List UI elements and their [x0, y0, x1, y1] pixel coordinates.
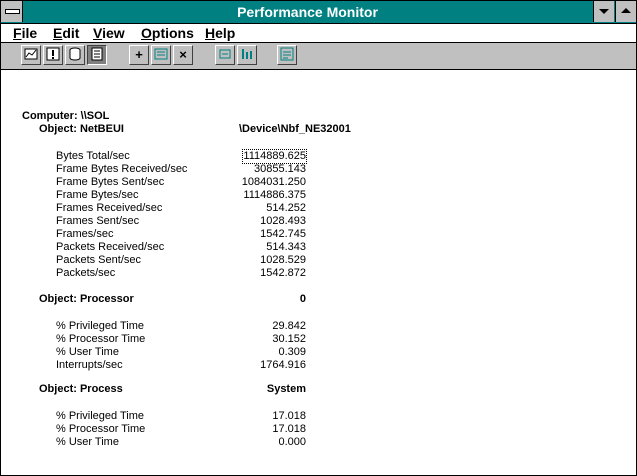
options-icon [279, 46, 295, 62]
delete-icon: × [179, 47, 187, 62]
counter-value[interactable]: 0.309 [278, 346, 306, 358]
counter-value[interactable]: 1114889.625 [243, 150, 306, 162]
delete-counter-button[interactable] [173, 45, 193, 65]
log-view-button[interactable] [65, 45, 85, 65]
counter-value[interactable]: 1542.745 [260, 228, 306, 240]
bookmark-icon [239, 46, 255, 62]
counter-name[interactable]: % Privileged Time [56, 410, 145, 422]
minimize-icon [599, 9, 609, 14]
alert-view-button[interactable] [43, 45, 63, 65]
counter-name[interactable]: Frame Bytes Received/sec [56, 163, 188, 175]
counter-name[interactable]: Bytes Total/sec [56, 150, 130, 162]
bookmark-button[interactable] [237, 45, 257, 65]
add-icon: + [135, 47, 143, 62]
system-menu-icon [5, 9, 20, 14]
counter-value[interactable]: 17.018 [272, 410, 306, 422]
counter-name[interactable]: % Processor Time [56, 333, 146, 345]
alert-view-icon [45, 46, 61, 62]
counter-value[interactable]: 514.252 [266, 202, 306, 214]
computer-label: Computer: \\SOL [22, 110, 110, 122]
menu-edit[interactable]: Edit [53, 25, 80, 41]
minimize-button[interactable] [593, 1, 614, 22]
maximize-button[interactable] [615, 1, 636, 22]
object-header: Object: Process [39, 383, 123, 395]
maximize-icon [621, 8, 631, 13]
edit-counter-button[interactable] [151, 45, 171, 65]
counter-name[interactable]: Frames Sent/sec [56, 215, 140, 227]
add-counter-button[interactable] [129, 45, 149, 65]
log-view-icon [67, 46, 83, 62]
counter-value[interactable]: 1114886.375 [243, 189, 306, 201]
counter-name[interactable]: Interrupts/sec [56, 359, 123, 371]
counter-value[interactable]: 1542.872 [260, 267, 306, 279]
counter-name[interactable]: % User Time [56, 346, 119, 358]
counter-name[interactable]: % Processor Time [56, 423, 146, 435]
counter-value[interactable]: 30.152 [272, 333, 306, 345]
chart-view-button[interactable] [21, 45, 41, 65]
window-title: Performance Monitor [237, 4, 378, 20]
counter-value[interactable]: 1028.493 [260, 215, 306, 227]
update-now-button[interactable] [215, 45, 235, 65]
title-bar[interactable] [1, 1, 636, 24]
counter-value[interactable]: 1764.916 [260, 359, 306, 371]
system-menu-button[interactable] [1, 1, 23, 22]
counter-value[interactable]: 1028.529 [260, 254, 306, 266]
counter-value[interactable]: 514.343 [266, 241, 306, 253]
chart-view-icon [23, 46, 39, 62]
counter-value[interactable]: 30855.143 [254, 163, 306, 175]
counter-name[interactable]: Frames Received/sec [56, 202, 163, 214]
report-view-icon [89, 46, 105, 62]
menu-file[interactable]: File [13, 25, 38, 41]
counter-name[interactable]: Packets Received/sec [56, 241, 165, 253]
menu-bar [1, 24, 636, 43]
counter-value[interactable]: 0.000 [278, 436, 306, 448]
instance-header: 0 [299, 293, 306, 305]
toolbar [1, 43, 636, 70]
object-header: Object: Processor [39, 293, 134, 305]
edit-icon [153, 46, 169, 62]
report-area [1, 70, 636, 475]
counter-name[interactable]: Packets/sec [56, 267, 116, 279]
menu-options[interactable]: Options [141, 25, 194, 41]
menu-help[interactable]: Help [205, 25, 236, 41]
update-now-icon [217, 46, 233, 62]
object-header: Object: NetBEUI [39, 123, 124, 135]
counter-value[interactable]: 1084031.250 [241, 176, 306, 188]
instance-header: \Device\Nbf_NE32001 [239, 123, 351, 135]
options-button[interactable] [277, 45, 297, 65]
counter-name[interactable]: Packets Sent/sec [56, 254, 141, 266]
counter-name[interactable]: % Privileged Time [56, 320, 145, 332]
menu-view[interactable]: View [93, 25, 125, 41]
counter-name[interactable]: % User Time [56, 436, 119, 448]
instance-header: System [266, 383, 306, 395]
counter-name[interactable]: Frames/sec [56, 228, 114, 240]
counter-name[interactable]: Frame Bytes/sec [56, 189, 139, 201]
report-view-button[interactable] [87, 45, 107, 65]
counter-value[interactable]: 17.018 [272, 423, 306, 435]
counter-value[interactable]: 29.842 [272, 320, 306, 332]
counter-name[interactable]: Frame Bytes Sent/sec [56, 176, 165, 188]
